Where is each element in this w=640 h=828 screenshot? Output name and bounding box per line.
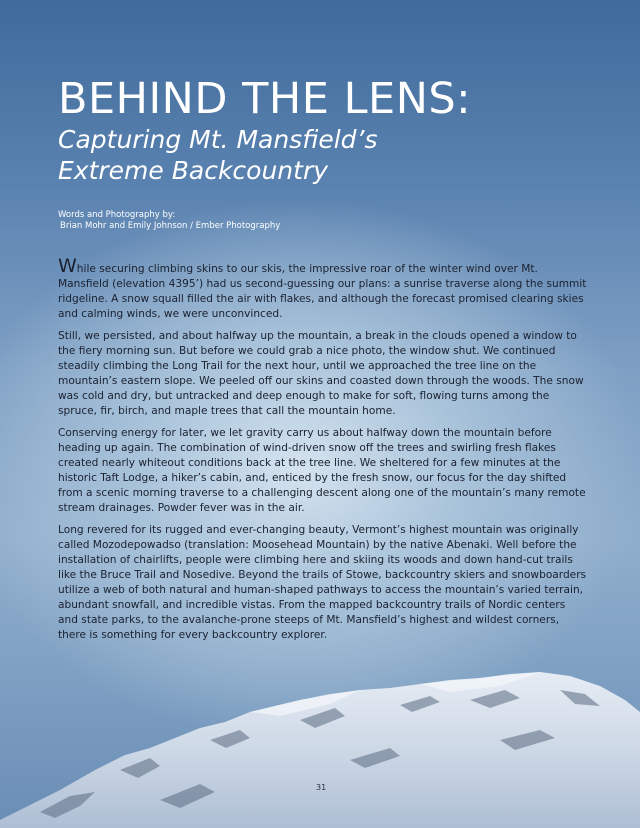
byline-label: Words and Photography by: <box>58 210 176 220</box>
article-paragraph-1 <box>58 255 588 322</box>
subtitle-line-2: Extreme Backcountry <box>58 156 329 185</box>
article-paragraph-3: Conserving energy for later, we let gravity carry us about halfway down the mountain before heading up again. The combination of wind-driven snow off the trees and swirling fresh flakes created nearly whiteout conditions back at the tree line. We sheltered for a few minutes at the historic Taft Lodge, a hiker’s cabin, and, enticed by the fresh snow, our focus for the day shifted from a scenic morning traverse to a challenging descent along one of the mountain’s many remote stream drainages. Powder fever was in the air. <box>58 427 586 514</box>
drop-cap: W <box>58 255 77 277</box>
article-paragraph-2: Still, we persisted, and about halfway up the mountain, a break in the clouds opened a window to the fiery morning sun. But before we could grab a nice photo, the window shut. We continued steadily climbing the Long Trail for the next hour, until we approached the tree line on the mountain’s eastern slope. We peeled off our skins and coasted down through the woods. The snow was cold and dry, but untracked and deep enough to make for soft, flowing turns among the spruce, fir, birch, and maple trees that call the mountain home. <box>58 330 584 417</box>
article-subtitle <box>58 124 528 186</box>
article-body <box>58 255 588 650</box>
paragraph-1-text: hile securing climbing skins to our skis, the impressive roar of the winter wind over Mt. Mansfield (elevation 4395’) had us second-guessing our plans: a sunrise traverse along the summit ridgeline. A snow squall filled the air with flakes, and although the forecast promised clearing skies and calming winds, we were unconvinced. <box>58 263 587 320</box>
byline-authors: Brian Mohr and Emily Johnson / Ember Photography <box>60 221 281 231</box>
subtitle-line-1: Capturing Mt. Mansfield’s <box>58 125 378 154</box>
page-number: 31 <box>316 783 327 792</box>
article-paragraph-4: Long revered for its rugged and ever-changing beauty, Vermont’s highest mountain was originally called Mozodepowadso (translation: Moosehead Mountain) by the native Abenaki. Well before the installation of chairlifts, people were climbing here and skiing its woods and down hand-cut trails like the Bruce Trail and Nosedive. Beyond the trails of Stowe, backcountry skiers and snowboarders utilize a web of both natural and human-shaped pathways to access the mountain’s varied terrain, abundant snowfall, and incredible vistas. From the mapped backcountry trails of Nordic centers and state parks, to the avalanche-prone steeps of Mt. Mansfield’s highest and wildest corners, there is something for every backcountry explorer. <box>58 524 587 641</box>
byline <box>58 210 458 232</box>
article-title: BEHIND THE LENS: <box>58 74 472 124</box>
